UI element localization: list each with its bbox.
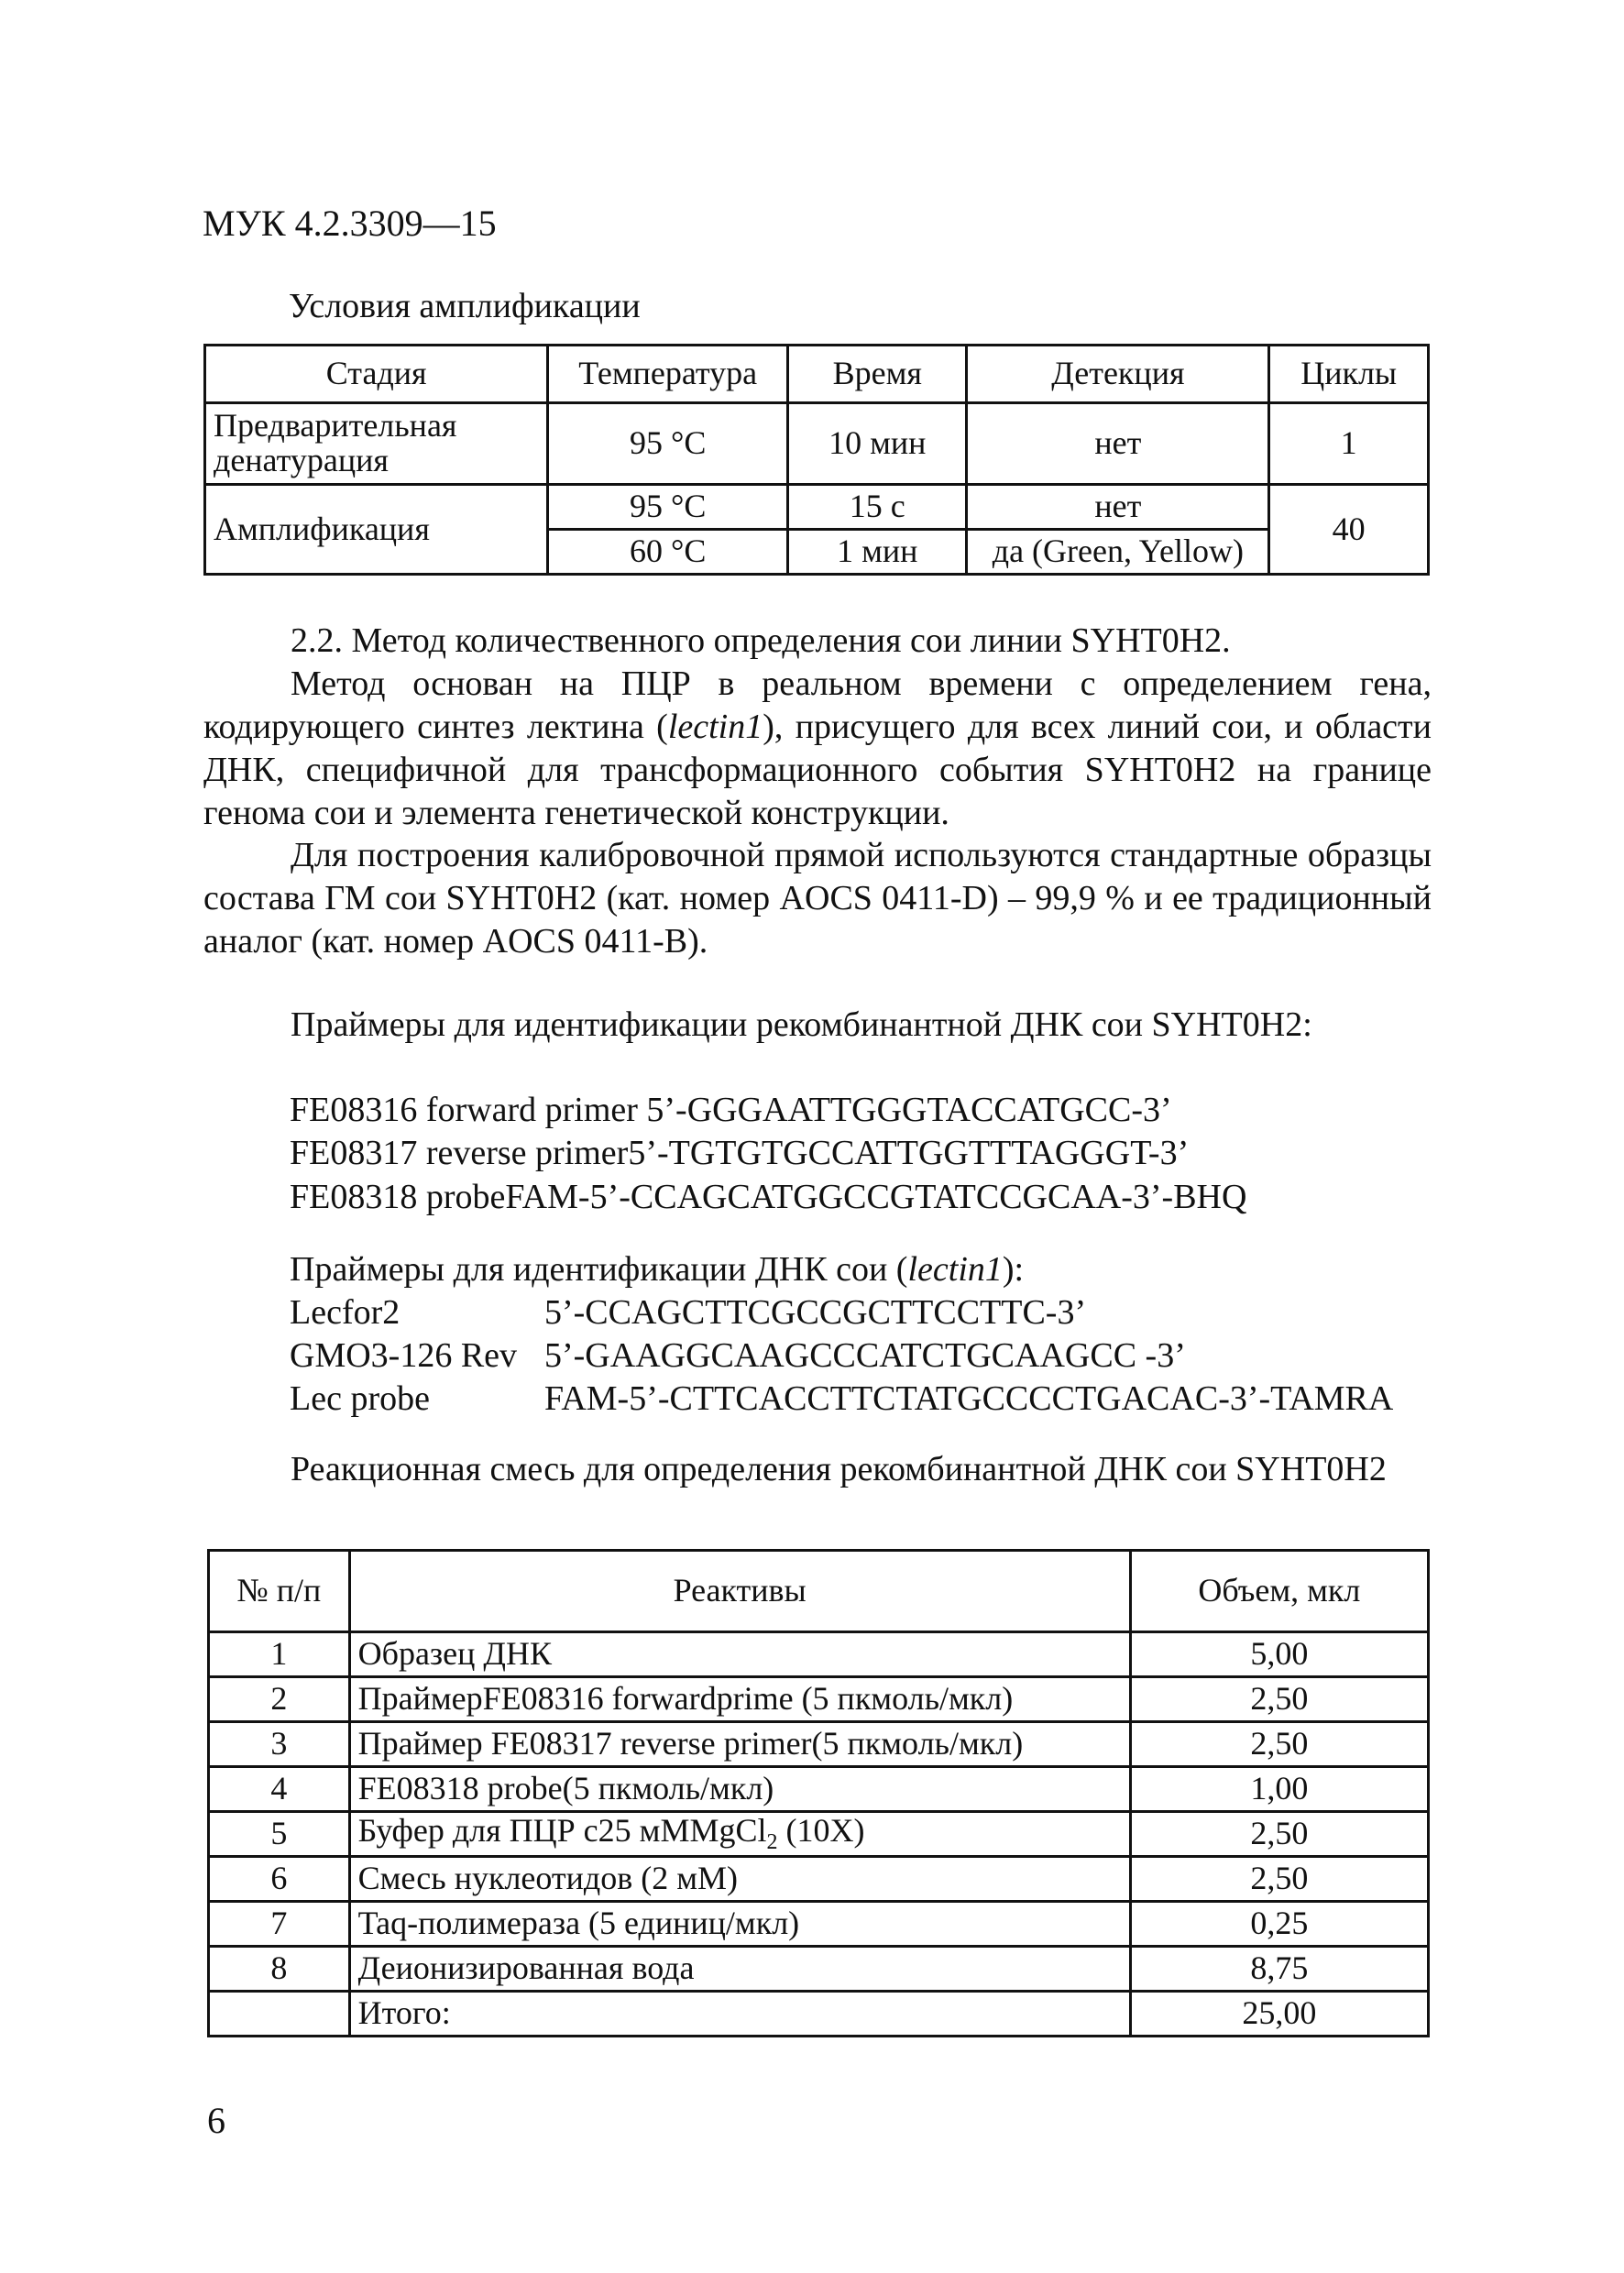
time-cell: 15 с [788,485,967,530]
table-row [205,485,1429,530]
volume-cell: 5,00 [1130,1632,1428,1677]
time-cell: 10 мин [788,403,967,485]
calibration-paragraph: Для построения калибровочной прямой используются стандартные образцы состава ГМ сои SYHT0H2 (кат. номер AOCS 0411-D) – 99,9 % и ее традиционный аналог (кат. номер AOCS 0411-B). [203,836,1432,961]
section-heading: 2.2. Метод количественного определения сои линии SYHT0H2. [291,621,1231,660]
primer-line: FE08316 forward primer 5’-GGGAATTGGGTACCATGCC-3’ [290,1091,1172,1129]
primer-name: GMO3-126 Rev [290,1336,518,1375]
volume-cell: 25,00 [1130,1992,1428,2037]
row-number-cell: 1 [209,1632,350,1677]
table-row [209,1902,1429,1947]
stage-cell: Предварительная денатурация [205,403,548,485]
temperature-cell: 95 °С [548,485,788,530]
table-header-row [205,346,1429,403]
temperature-cell: 95 °С [548,403,788,485]
header-cell: Время [788,346,967,403]
reagent-cell: Деионизированная вода [349,1947,1130,1992]
row-number-cell: 4 [209,1767,350,1812]
header-cell: Детекция [967,346,1269,403]
table-row [209,1677,1429,1722]
cycles-cell: 1 [1269,403,1429,485]
table-row [209,1767,1429,1812]
stage-cell: Амплификация [205,485,548,575]
detection-cell: нет [967,485,1269,530]
reagent-cell: Праймер FE08317 reverse primer(5 пкмоль/мкл) [349,1722,1130,1767]
table-row [209,1632,1429,1677]
reagent-cell: Смесь нуклеотидов (2 мМ) [349,1857,1130,1902]
volume-cell: 2,50 [1130,1812,1428,1857]
header-cell: Реактивы [349,1551,1130,1632]
volume-cell: 1,00 [1130,1767,1428,1812]
method-paragraph: Метод основан на ПЦР в реальном времени с определением гена, кодирующего синтез лектина (lectin1), присущего для всех линий сои, и области ДНК, специфичной для трансформационного события SYHT0H2 на границе генома сои и элемента генетической конструкции. [203,664,1432,832]
primer-sequence: 5’-CCAGCTTCGCCGCTTCCTTC-3’ [544,1293,1087,1332]
row-number-cell: 6 [209,1857,350,1902]
volume-cell: 8,75 [1130,1947,1428,1992]
primer-sequence: 5’-GAAGGCAAGCCCATCTGCAAGCC -3’ [544,1336,1186,1375]
primers-lectin-title: Праймеры для идентификации ДНК сои (lectin1): [290,1250,1025,1289]
reagent-cell: Итого: [349,1992,1130,2037]
time-cell: 1 мин [788,530,967,575]
volume-cell: 2,50 [1130,1677,1428,1722]
table-row [209,1722,1429,1767]
reagent-cell: Образец ДНК [349,1632,1130,1677]
reagent-cell: Taq-полимераза (5 единиц/мкл) [349,1902,1130,1947]
row-number-cell: 5 [209,1812,350,1857]
temperature-cell: 60 °С [548,530,788,575]
cycles-cell: 40 [1269,485,1429,575]
table-total-row [209,1992,1429,2037]
row-number-cell: 3 [209,1722,350,1767]
reagent-cell: ПраймерFE08316 forwardprime (5 пкмоль/мкл) [349,1677,1130,1722]
table-caption-amplification: Условия амплификации [289,287,641,325]
table-caption-mixture: Реакционная смесь для определения рекомбинантной ДНК сои SYHT0H2 [291,1450,1387,1488]
row-number-cell: 8 [209,1947,350,1992]
table-row [209,1947,1429,1992]
reagent-cell: Буфер для ПЦР с25 мМMgCl$_2$ (10Х) [349,1812,1130,1857]
row-number-cell: 7 [209,1902,350,1947]
volume-cell: 2,50 [1130,1857,1428,1902]
primer-line: FE08317 reverse primer5’-TGTGTGCCATTGGTTTAGGGT-3’ [290,1134,1190,1172]
volume-cell: 2,50 [1130,1722,1428,1767]
detection-cell: да (Green, Yellow) [967,530,1269,575]
header-cell: Объем, мкл [1130,1551,1428,1632]
document-code: МУК 4.2.3309—15 [203,203,497,244]
header-cell: Температура [548,346,788,403]
primer-name: Lec probe [290,1379,430,1418]
primer-sequence: FAM-5’-CTTCACCTTCTATGCCCCTGACAC-3’-TAMRA [544,1379,1394,1418]
row-number-cell [209,1992,350,2037]
table-row [209,1857,1429,1902]
page-number: 6 [207,2100,225,2141]
reaction-mixture-table [207,1549,1430,2037]
amplification-conditions-table [203,344,1430,576]
table-header-row [209,1551,1429,1632]
header-cell: Циклы [1269,346,1429,403]
row-number-cell: 2 [209,1677,350,1722]
primers-recombinant-title: Праймеры для идентификации рекомбинантной ДНК сои SYHT0H2: [291,1005,1312,1044]
reagent-cell: FE08318 probe(5 пкмоль/мкл) [349,1767,1130,1812]
table-row [209,1812,1429,1857]
primer-line: FE08318 probeFAM-5’-CCAGCATGGCCGTATCCGCAA-3’-BHQ [290,1178,1247,1216]
header-cell: Стадия [205,346,548,403]
table-row [205,403,1429,485]
detection-cell: нет [967,403,1269,485]
header-cell: № п/п [209,1551,350,1632]
primer-name: Lecfor2 [290,1293,401,1332]
volume-cell: 0,25 [1130,1902,1428,1947]
